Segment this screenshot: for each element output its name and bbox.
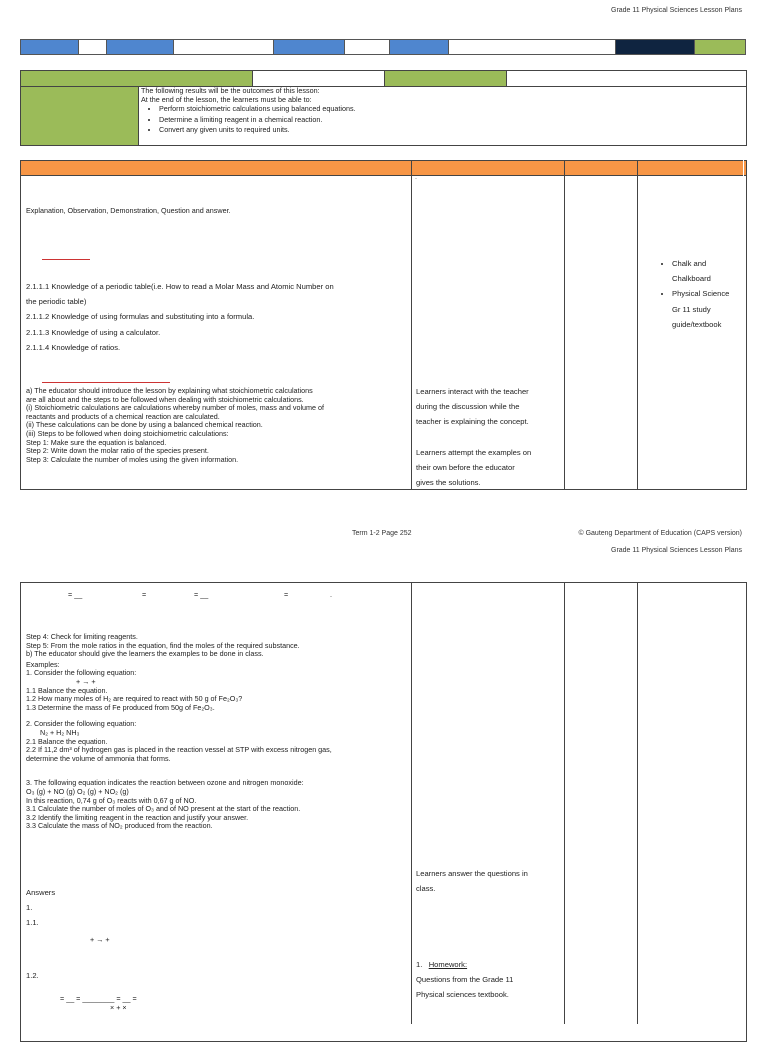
steps-continued [26,633,411,831]
homework-line: Questions from the Grade 11 [416,975,514,985]
homework [416,957,564,1003]
learner-activity [416,384,564,490]
activity-line: gives the solutions. [416,478,481,488]
divider [252,70,253,86]
example-line: 1.1 Balance the equation. [26,685,108,695]
resource-line: Physical Science [672,289,730,299]
intro-step: (iii) Steps to be followed when doing stoichiometric calculations: [26,428,229,438]
objectives-intro-1: The following results will be the outcomes of this lesson: [141,86,320,95]
intro-step: Step 1: Make sure the equation is balanced. [26,437,167,447]
activity-line: Learners interact with the teacher [416,387,529,396]
teaching-methods: Explanation, Observation, Demonstration, Question and answer. [26,206,231,215]
prior-item: 2.1.1.2 Knowledge of using formulas and substituting into a formula. [26,312,255,322]
resource-line: Chalk and [672,259,707,268]
footer-copyright: © Gauteng Department of Education (CAPS version) [578,530,742,537]
homework-label: Homework: [428,960,468,969]
dash-mark: - [415,176,417,182]
example-line: 3.3 Calculate the mass of NO₂ produced from the reaction. [26,821,213,831]
formula-part: . [330,590,332,599]
example-equation: O₃ (g) + NO (g) O₂ (g) + NO₂ (g) [26,786,129,796]
intro-step: Step 2: Write down the molar ratio of the species present. [26,446,209,456]
objective-item: • Perform stoichiometric calculations using balanced equations. [159,104,741,115]
example-line: 3.1 Calculate the number of moles of O₃ and of NO present at the start of the reaction. [26,804,301,814]
activity-line: during the discussion while the [416,402,520,412]
answer-line: 1. [26,903,33,913]
divider [564,582,565,1024]
step-item: b) The educator should give the learners the examples to be done in class. [26,649,264,659]
bar-cell-navy [616,40,694,55]
bar-cell [448,40,616,55]
divider [506,70,507,86]
formula-part: = [284,590,289,599]
resource-line: Chalkboard [672,274,711,284]
intro-step: Step 3: Calculate the number of moles using the given information. [26,454,239,464]
intro-step: (i) Stoichiometric calculations are calculations whereby number of moles, mass and volume of [26,403,325,413]
intro-step: (ii) These calculations can be done by using a balanced chemical reaction. [26,420,263,430]
resources-list [656,256,746,332]
objectives-intro-2: At the end of the lesson, the learners must be able to: [141,94,312,104]
spacer [26,763,411,779]
objectives-content [141,87,741,136]
divider [411,582,412,1024]
objectives-label-cell [21,87,138,145]
objectives-header-green [21,71,252,86]
resource-line: guide/textbook [672,319,722,329]
divider [138,86,139,146]
activity-line: Learners answer the questions in [416,869,528,878]
lesson-info-bar [20,39,746,55]
answer-equation: + → + [90,935,110,944]
intro-step: reactants and products of a chemical reaction are calculated. [26,411,220,421]
answers-title: Answers [26,888,56,897]
divider [411,160,412,490]
footer-page: Term 1-2 Page 252 [352,530,412,537]
formula-part: = __ [68,590,83,599]
bar-cell [345,40,390,55]
formula-part: = [142,590,147,599]
bar-cell [173,40,273,55]
activity-spacer [416,430,564,445]
homework-line: Physical sciences textbook. [416,990,509,1000]
activity-line: teacher is explaining the concept. [416,417,529,427]
prior-knowledge [26,279,334,355]
activity-line: their own before the educator [416,462,515,472]
objective-item: • Convert any given units to required units. [159,125,741,136]
page-header: Grade 11 Physical Sciences Lesson Plans [611,7,742,14]
example-line: 3.2 Identify the limiting reagent in the reaction and justify your answer. [26,812,249,822]
red-underline [42,382,170,383]
objectives-header-green-2 [385,71,506,86]
example-equation: + → + [76,676,96,686]
divider [743,160,744,176]
example-line: 2.2 If 11,2 dm³ of hydrogen gas is placed in the reaction vessel at STP with excess nitrogen gas, [26,745,332,755]
activity-line: class. [416,884,436,894]
prior-item: the periodic table) [26,297,87,307]
homework-heading [416,957,564,972]
formula-part: = __ [194,590,209,599]
activity-line: Learners attempt the examples on [416,447,532,457]
bar-cell [79,40,107,55]
example-equation: N₂ + H₂ NH₃ [40,727,80,737]
prior-item: 2.1.1.4 Knowledge of ratios. [26,342,121,352]
step-item: Step 5: From the mole ratios in the equation, find the moles of the required substance. [26,640,300,650]
answers-block [26,885,55,931]
example-line: In this reaction, 0,74 g of O₃ reacts with 0,67 g of NO. [26,795,197,805]
example-line: 2.1 Balance the equation. [26,736,108,746]
answer-denominator: × + × [110,1003,127,1012]
example-line: 2. Consider the following equation: [26,719,137,729]
objective-item: • Determine a limiting reagent in a chemical reaction. [159,115,741,126]
learners-answer [416,866,564,896]
bar-cell-blue [21,40,79,55]
resource-item [672,286,746,332]
prior-item: 2.1.1.3 Knowledge of using a calculator. [26,327,161,337]
step-item: Step 4: Check for limiting reagents. [26,632,138,641]
homework-number: 1. [416,960,423,969]
bar-cell-blue [107,40,173,55]
examples-title: Examples: [26,659,60,669]
divider [564,160,565,490]
introduction-steps [26,387,411,464]
example-line: 1. Consider the following equation: [26,668,137,678]
bar-cell-blue [390,40,448,55]
example-line: 3. The following equation indicates the reaction between ozone and nitrogen monoxide: [26,778,304,788]
page-header-2: Grade 11 Physical Sciences Lesson Plans [611,547,742,554]
answer-1-2: 1.2. [26,971,39,980]
prior-item: 2.1.1.1 Knowledge of a periodic table(i.e. How to read a Molar Mass and Atomic Number on [26,282,334,291]
red-underline [42,259,90,260]
example-line: 1.2 How many moles of H₂ are required to react with 50 g of Fe₂O₃? [26,694,243,704]
resource-line: Gr 11 study [672,304,711,314]
example-line: determine the volume of ammonia that forms. [26,753,171,763]
bar-cell-green [694,40,745,55]
intro-step: a) The educator should introduce the lesson by explaining what stoichiometric calculations [26,386,313,395]
objectives-list [141,104,741,136]
answer-formula: = __ = ________ = __ = [60,994,137,1003]
divider [637,160,638,490]
divider [637,582,638,1024]
answer-line: 1.1. [26,918,39,928]
divider [384,70,385,86]
bar-cell-blue [274,40,345,55]
example-line: 1.3 Determine the mass of Fe produced from 50g of Fe₂O₃. [26,702,215,712]
intro-step: are all about and the steps to be followed when dealing with stoichiometric calculations. [26,394,304,404]
resource-item [672,256,746,286]
